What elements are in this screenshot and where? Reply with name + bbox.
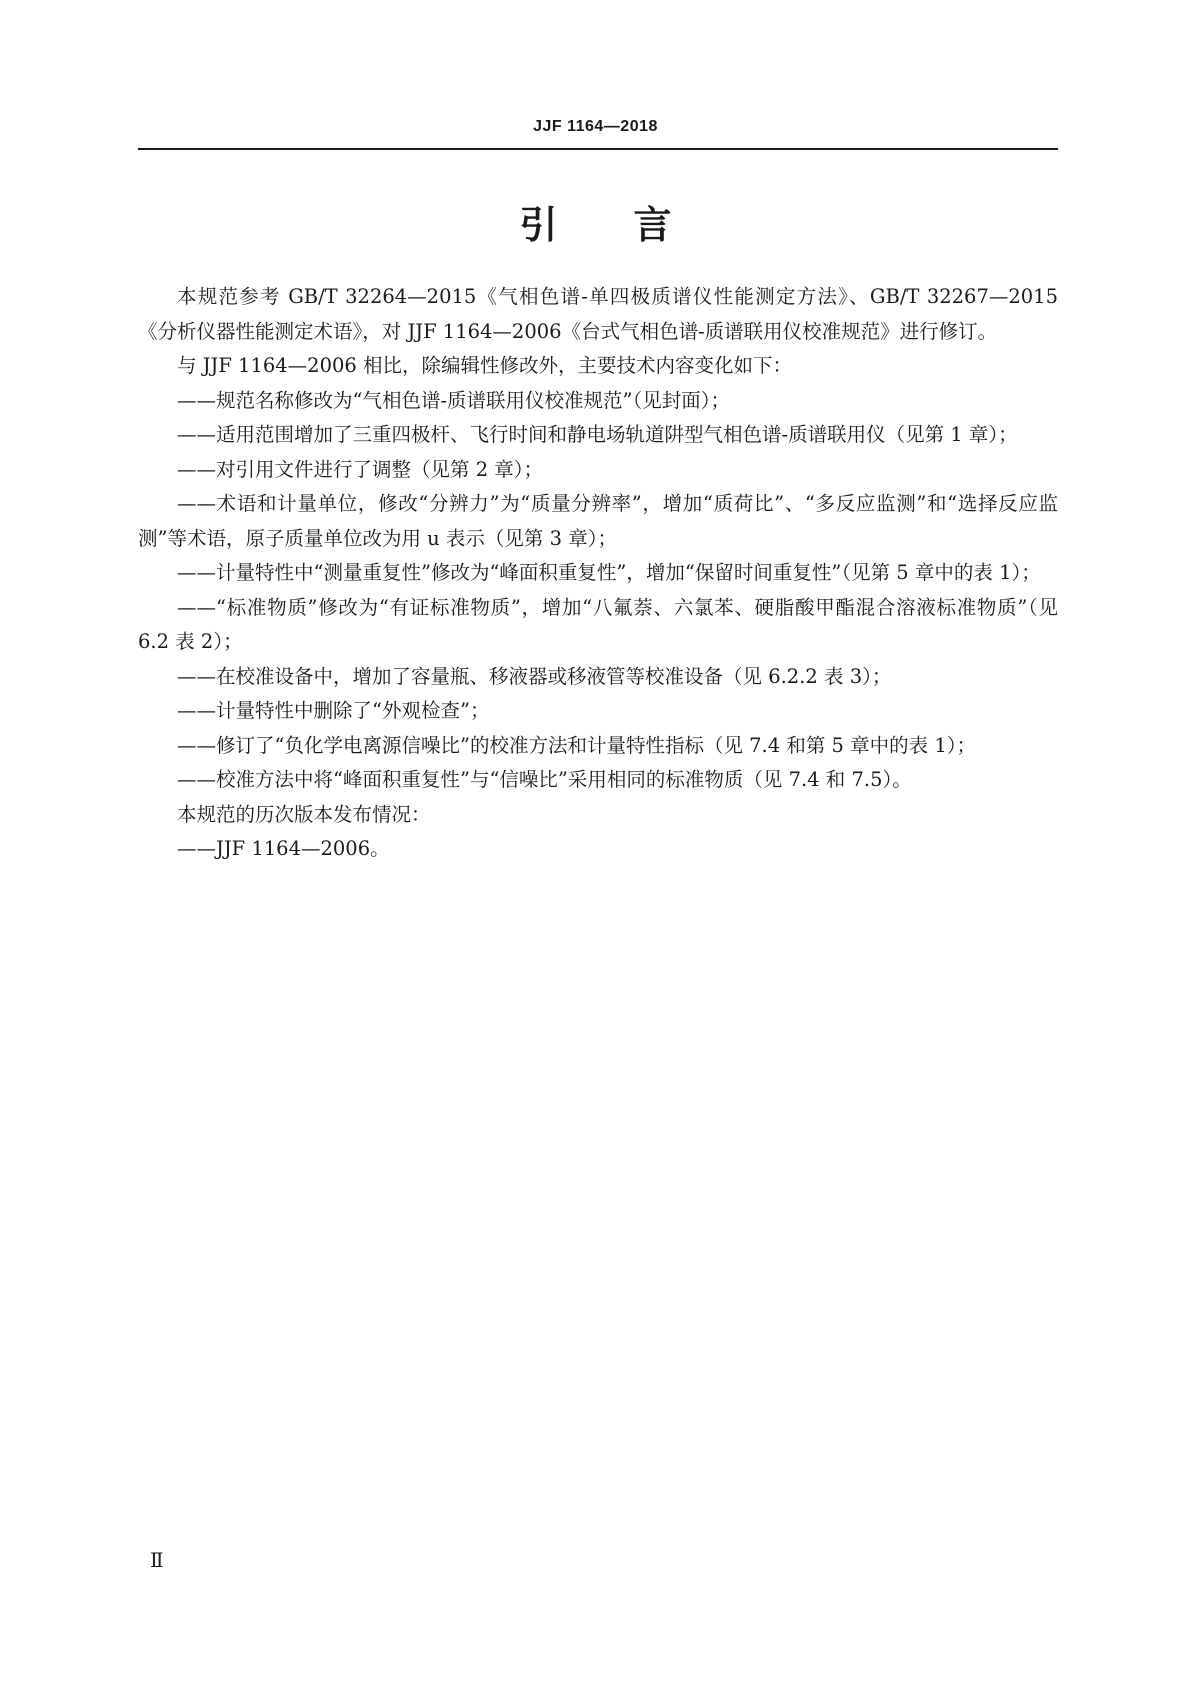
list-item: ——计量特性中“测量重复性”修改为“峰面积重复性”，增加“保留时间重复性”（见第 5 章中的表 1）； (177, 561, 1041, 584)
document-number-header: JJF 1164—2018 (533, 118, 658, 135)
header-rule (138, 148, 1058, 150)
list-item: ——计量特性中删除了“外观检查”； (177, 699, 490, 722)
list-item: ——对引用文件进行了调整（见第 2 章）； (177, 457, 544, 481)
page-title (0, 194, 1191, 249)
list-item: ——“标准物质”修改为“有证标准物质”，增加“八氟萘、六氯苯、硬脂酸甲酯混合溶液标准物质”（见 6.2 表 2）； (138, 595, 1058, 653)
list-item: ——规范名称修改为“气相色谱-质谱联用仪校准规范”（见封面）； (177, 388, 731, 412)
paragraph: 本规范参考 GB/T 32264—2015《气相色谱-单四极质谱仪性能测定方法》、GB/T 32267—2015《分析仪器性能测定术语》，对 JJF 1164—2006《台式气相色谱-质谱联用仪校准规范》进行修订。 (138, 285, 1058, 343)
paragraph: 本规范的历次版本发布情况： (177, 802, 431, 826)
paragraph: 与 JJF 1164—2006 相比，除编辑性修改外，主要技术内容变化如下： (177, 354, 793, 377)
list-item: ——适用范围增加了三重四极杆、飞行时间和静电场轨道阱型气相色谱-质谱联用仪（见第 1 章）； (177, 423, 1018, 446)
list-item: ——JJF 1164—2006。 (177, 837, 390, 860)
list-item: ——修订了“负化学电离源信噪比”的校准方法和计量特性指标（见 7.4 和第 5 章中的表 1）； (177, 733, 977, 757)
list-item: ——校准方法中将“峰面积重复性”与“信噪比”采用相同的标准物质（见 7.4 和 7.5）。 (177, 768, 912, 791)
list-item: ——术语和计量单位，修改“分辨力”为“质量分辨率”，增加“质荷比”、“多反应监测”和“选择反应监测”等术语，原子质量单位改为用 u 表示（见第 3 章）； (138, 492, 1058, 550)
page-number: Ⅱ (150, 1548, 164, 1572)
foreword-body (138, 280, 1058, 867)
page-title-char-2: 言 (633, 203, 672, 247)
page-title-char-1: 引 (519, 203, 558, 247)
list-item: ——在校准设备中，增加了容量瓶、移液器或移液管等校准设备（见 6.2.2 表 3）； (177, 664, 892, 688)
